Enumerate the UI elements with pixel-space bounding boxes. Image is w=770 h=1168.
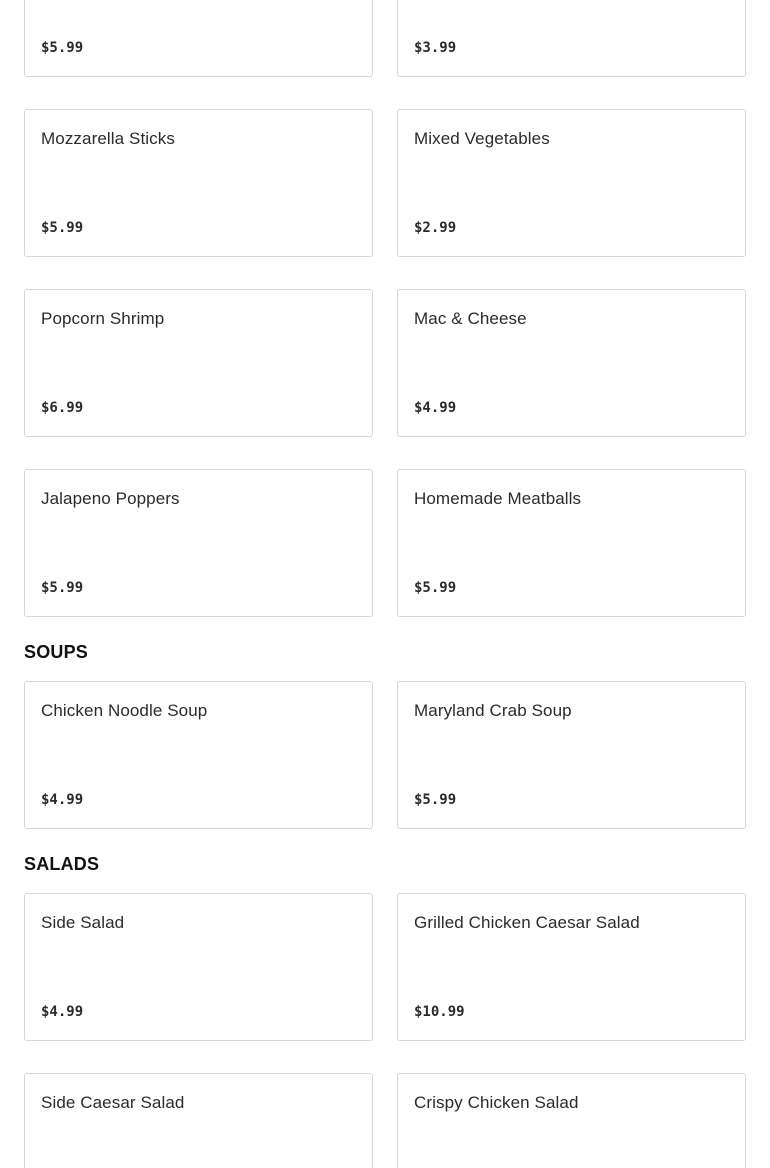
menu-item-card[interactable] — [24, 289, 373, 437]
item-name: Chicken Noodle Soup — [41, 701, 208, 720]
section-heading-salads: SALADS — [24, 854, 100, 874]
item-price: $4.99 — [414, 400, 457, 416]
item-name: Jalapeno Poppers — [41, 489, 180, 508]
menu-item-card[interactable] — [24, 681, 373, 829]
item-price: $6.99 — [41, 400, 84, 416]
item-price: $3.99 — [414, 40, 457, 56]
item-name: Mac & Cheese — [414, 309, 527, 328]
item-name: Homemade Meatballs — [414, 489, 582, 508]
menu-item-card[interactable] — [24, 893, 373, 1041]
menu-item-card[interactable] — [24, 0, 373, 77]
menu-item-card[interactable] — [397, 0, 746, 77]
item-price: $4.99 — [41, 792, 84, 808]
menu-item-card[interactable] — [397, 681, 746, 829]
menu-item-card[interactable] — [24, 109, 373, 257]
item-price: $5.99 — [41, 40, 84, 56]
menu-item-card[interactable] — [24, 1073, 373, 1168]
menu-item-card[interactable] — [24, 469, 373, 617]
item-price: $5.99 — [41, 220, 84, 236]
item-name: Mixed Vegetables — [414, 129, 550, 148]
item-price: $4.99 — [41, 1004, 84, 1020]
item-price: $10.99 — [414, 1004, 465, 1020]
item-name: Side Caesar Salad — [41, 1093, 185, 1112]
item-price: $5.99 — [41, 580, 84, 596]
menu-item-card[interactable] — [397, 469, 746, 617]
item-name: Grilled Chicken Caesar Salad — [414, 913, 640, 932]
menu-item-card[interactable] — [397, 289, 746, 437]
item-name: Crispy Chicken Salad — [414, 1093, 579, 1112]
item-name: Mozzarella Sticks — [41, 129, 175, 148]
menu-item-card[interactable] — [397, 893, 746, 1041]
item-price: $5.99 — [414, 792, 457, 808]
menu-item-card[interactable] — [397, 109, 746, 257]
section-heading-soups: SOUPS — [24, 642, 89, 662]
item-price: $5.99 — [414, 580, 457, 596]
item-name: Side Salad — [41, 913, 125, 932]
item-name: Popcorn Shrimp — [41, 309, 165, 328]
menu-item-card[interactable] — [397, 1073, 746, 1168]
item-name: Maryland Crab Soup — [414, 701, 572, 720]
item-price: $2.99 — [414, 220, 457, 236]
